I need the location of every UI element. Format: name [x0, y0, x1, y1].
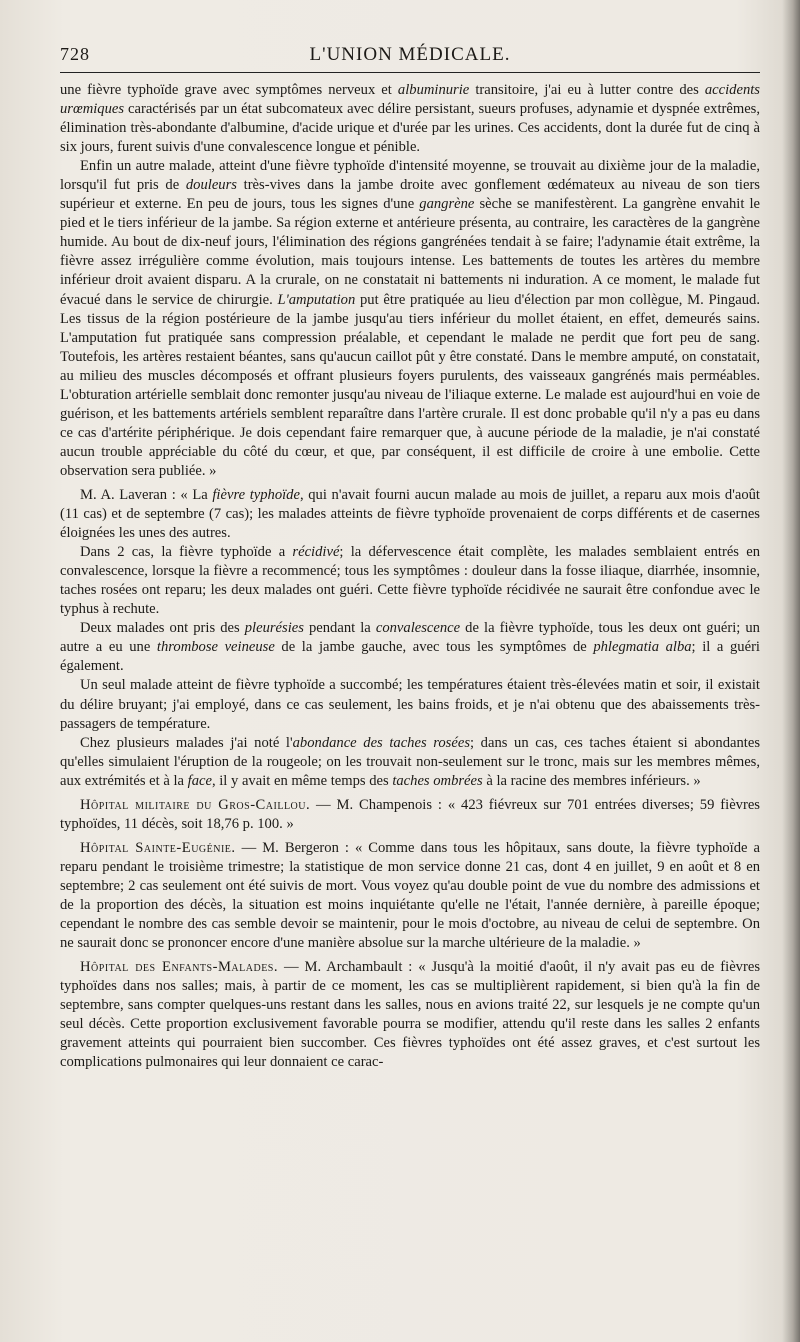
- paragraph-laveran-report: [60, 486, 760, 543]
- text-run: de la jambe gauche, avec tous les symptômes de: [274, 639, 594, 656]
- italic-run: thrombose veineuse: [156, 639, 275, 656]
- paragraph-sainte-eugenie-report: [60, 839, 760, 953]
- text-run: Deux malades ont pris des: [80, 620, 245, 637]
- paragraph-gros-caillou-report: [60, 796, 760, 834]
- text-run: , il y avait en même temps des: [211, 772, 393, 789]
- paragraph-gangrene-case: [60, 157, 760, 481]
- text-run: — M. Archambault : « Jusqu'à la moitié d'août, il n'y avait pas eu de fièvres typhoïdes dans nos salles; mais, à partir de ce moment, les cas se multiplièrent rapidement, si bien qu'à la fin de septembre, sans compter quelques-uns restant dans les salles, nous en avions traité 22, sur lesquels je ne compte qu'un seul décès. Cette proportion exclusivement favorable pourra se modifier, attendu qu'il reste dans les salles 2 enfants gravement atteints qui pourraient bien succomber. Ces fièvres typhoïdes ont été assez graves, et c'est surtout les complications pulmonaires qui leur donnaient ce carac-: [60, 959, 760, 1071]
- text-run: Un seul malade atteint de fièvre typhoïde a succombé; les températures étaient très-élevées matin et soir, il existait du délire bruyant; j'ai employé, dans ce cas seulement, les bains froids, et je n'ai obtenu que des abaissements très-passagers de température.: [60, 677, 760, 732]
- italic-run: accidents urœmiques: [60, 82, 760, 118]
- italic-run: albuminurie: [397, 82, 470, 98]
- text-run: sèche se manifestèrent. La gangrène envahit le pied et le tiers inférieur de la jambe. Sa région externe et antérieure présenta, au contraire, les caractères de la gangrène humide. Au bout de dix-neuf jours, l'élimination des régions gangrénées tendait à se faire; l'adynamie était extrême, la fièvre assez irrégulière comme évolution, mais toujours intense. Les battements de toutes les artères du membre inférieur droit avaient disparu. A la crurale, on ne constatait ni battements ni induration. A ce moment, le malade fut évacué dans le service de chirurgie.: [60, 196, 760, 308]
- italic-run: taches ombrées: [392, 772, 483, 789]
- text-run: — M. Champenois : « 423 fiévreux sur 701 entrées diverses; 59 fièvres typhoïdes, 11 décès, soit 18,76 p. 100. »: [60, 796, 760, 832]
- italic-run: L'amputation: [277, 291, 356, 308]
- text-run: ; dans un cas, ces taches étaient si abondantes qu'elles simulaient l'éruption de la rougeole; on les trouvait non-seulement sur le tronc, mais sur les membres mêmes, aux extrémités et à la: [60, 734, 761, 789]
- italic-run: phlegmatia alba: [593, 639, 692, 656]
- text-run: de la fièvre typhoïde, tous les deux ont guéri; un autre a eu une: [60, 620, 760, 656]
- paragraph-fatal-case: [60, 676, 760, 733]
- paragraph-uraemic-accidents: [60, 81, 760, 157]
- italic-run: gangrène: [419, 196, 475, 213]
- text-run: caractérisés par un état subcomateux avec délire persistant, sueurs profuses, adynamie et dyspnée extrêmes, élimination très-abondante d'albumine, d'acide urique et d'urée par les urines. Ces accidents, dont la durée fut de cinq à six jours, furent suivis d'une convalescence longue et pénible.: [60, 101, 760, 156]
- paragraph-pleurisy-cases: [60, 619, 760, 676]
- page-spine-shadow: [782, 0, 800, 1342]
- text-run: transitoire, j'ai eu à lutter contre des: [469, 82, 705, 98]
- text-run: Chez plusieurs malades j'ai noté l': [80, 734, 293, 751]
- italic-run: face: [187, 772, 212, 789]
- paragraph-rose-spots: [60, 734, 760, 791]
- italic-run: fièvre typhoïde: [212, 486, 300, 503]
- text-run: pendant la: [303, 620, 376, 637]
- paragraph-enfants-malades-report: [60, 958, 760, 1072]
- text-run: à la racine des membres inférieurs. »: [482, 772, 701, 789]
- text-run: ; il a guéri également.: [60, 639, 760, 675]
- hospital-name: Hôpital Sainte-Eugénie.: [80, 839, 236, 856]
- paragraph-relapse-cases: [60, 543, 760, 619]
- text-run: , qui n'avait fourni aucun malade au mois de juillet, a reparu aux mois d'août (11 cas) et de septembre (7 cas); les malades atteints de fièvre typhoïde provenaient de corps différents et de casernes éloignées les unes des autres.: [60, 486, 760, 542]
- text-run: une fièvre typhoïde grave avec symptômes nerveux et: [60, 82, 398, 98]
- header-rule: [60, 72, 760, 73]
- article-body: [60, 81, 760, 1072]
- italic-run: pleurésies: [244, 620, 304, 637]
- italic-run: abondance des taches rosées: [292, 734, 470, 751]
- text-run: — M. Bergeron : « Comme dans tous les hôpitaux, sans doute, la fièvre typhoïde a reparu pendant le troisième trimestre; la statistique de mon service donne 21 cas, dont 4 en juillet, 9 en août et 8 en septembre; 2 cas seulement ont été suivis de mort. Vous voyez qu'au double point de vue du nombre des admissions et de la proportion des décès, la situation est moins inquiétante qu'elle ne l'était, l'année dernière, à pareille époque; cependant le nombre des cas semble devoir se maintenir, pour le mois d'octobre, au niveau de celui de septembre. On ne saurait donc se prononcer encore d'une manière absolue sur la marche ultérieure de la maladie. »: [60, 839, 760, 952]
- hospital-name: Hôpital militaire du Gros-Caillou.: [80, 796, 311, 813]
- italic-run: convalescence: [375, 620, 461, 637]
- text-run: Dans 2 cas, la fièvre typhoïde a: [80, 544, 293, 561]
- running-header: [60, 44, 760, 66]
- text-run: Enfin un autre malade, atteint d'une fièvre typhoïde d'intensité moyenne, se trouvait au dixième jour de la maladie, lorsqu'il fut pris de: [60, 158, 760, 194]
- journal-title: L'UNION MÉDICALE.: [309, 44, 511, 65]
- text-run: M. A. Laveran : « La: [80, 486, 213, 503]
- text-run: ; la défervescence était complète, les malades semblaient entrés en convalescence, lorsque la fièvre a recommencé; tous les symptômes : douleur dans la fosse iliaque, diarrhée, insomnie, taches rosées ont reparu; les deux malades ont guéri. Cette fièvre typhoïde récidivée ne saurait être confondue avec le typhus à rechute.: [60, 544, 760, 618]
- italic-run: douleurs: [185, 177, 237, 194]
- hospital-name: Hôpital des Enfants-Malades.: [80, 959, 279, 976]
- page-number: 728: [60, 44, 90, 64]
- italic-run: récidivé: [292, 544, 340, 561]
- text-run: put être pratiquée au lieu d'élection par mon collègue, M. Pingaud. Les tissus de la région postérieure de la jambe jusqu'au tiers inférieur du mollet étaient, en effet, demeurés sains. L'amputation fut pratiquée sans compression préalable, et cependant le malade ne perdit que fort peu de sang. Toutefois, les artères restaient béantes, sans qu'aucun caillot pût y être constaté. Dans le membre amputé, on constatait, au milieu des muscles décomposés et offrant plusieurs foyers purulents, des vaisseaux gangrénés mais perméables. L'obturation artérielle semblait donc remonter jusqu'au niveau de l'iliaque externe. Le malade est aujourd'hui en voie de guérison, et les battements artériels semblent reparaître dans l'artère crurale. Il est donc probable qu'il n'y a pas eu dans ce cas d'artérite périphérique. Je dois cependant faire remarquer que, à aucune période de la maladie, je n'ai constaté aucun trouble appréciable du côté du cœur, et que, par conséquent, il est difficile de croire à une embolie. Cette observation sera publiée. »: [60, 291, 760, 479]
- text-run: très-vives dans la jambe droite avec gonflement œdémateux au niveau de son tiers supérieur et externe. En peu de jours, tous les signes d'une: [60, 177, 760, 213]
